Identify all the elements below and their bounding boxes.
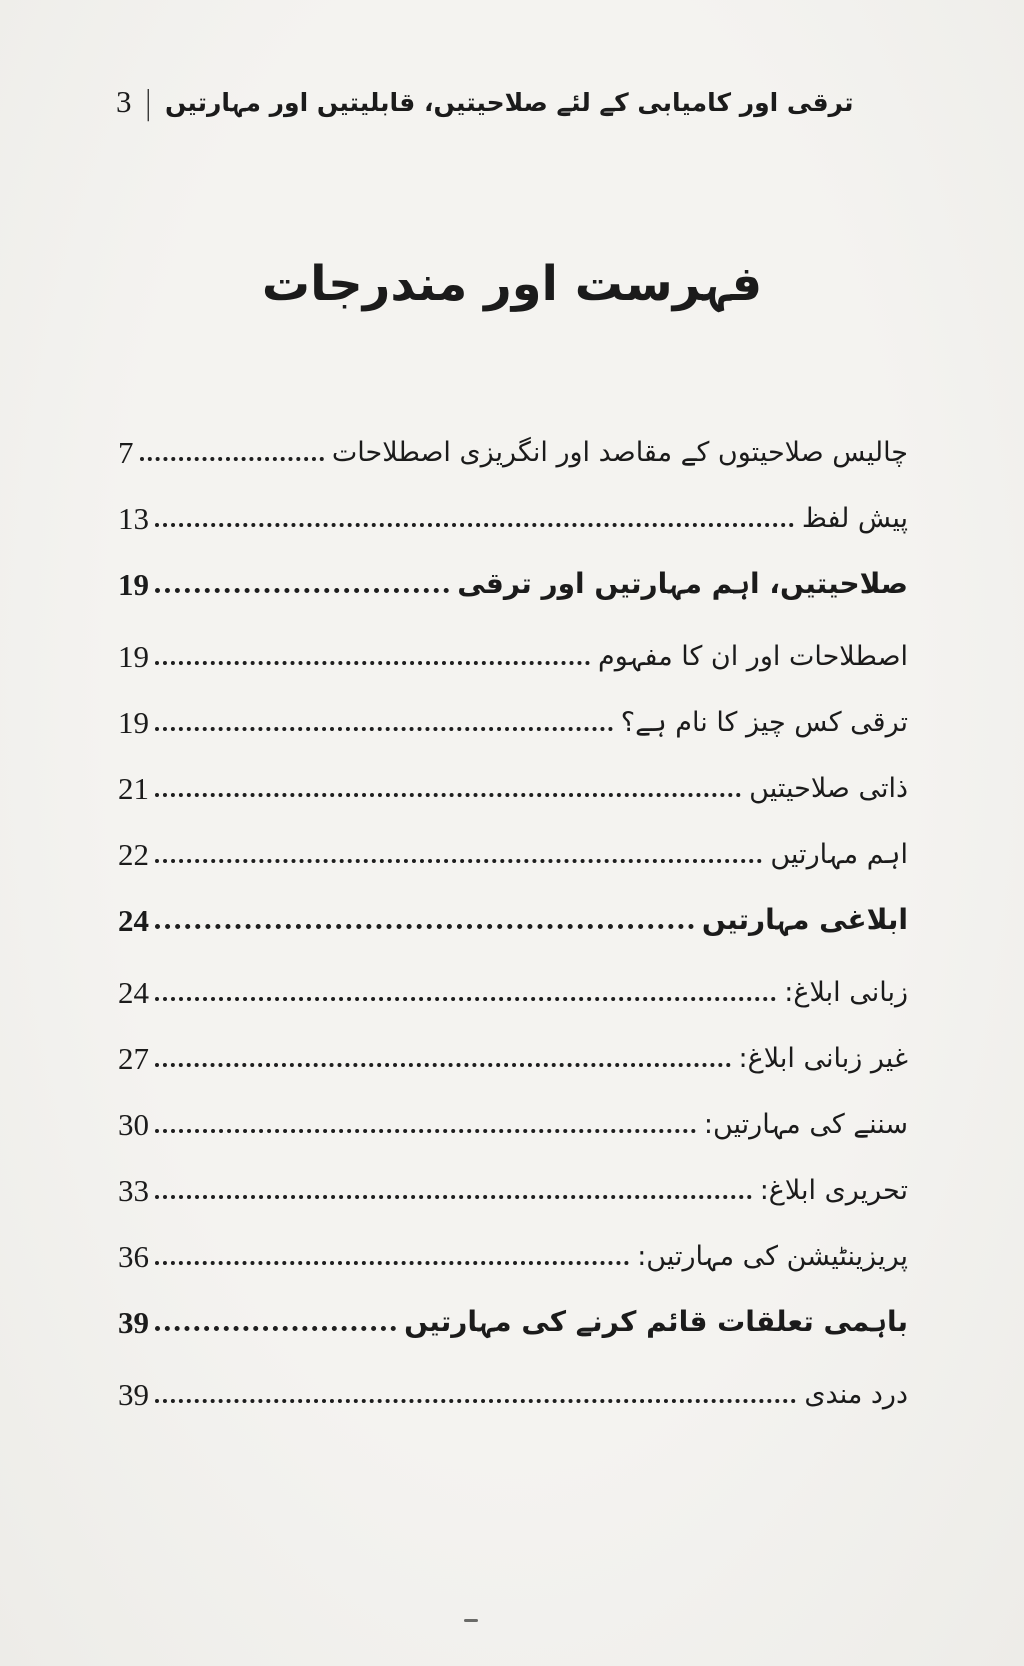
toc-entry xyxy=(118,1366,908,1412)
dot-leader xyxy=(155,523,794,527)
toc-entry xyxy=(118,1294,908,1340)
toc-entry xyxy=(118,1096,908,1142)
toc-entry xyxy=(118,694,908,740)
running-header xyxy=(116,84,854,120)
toc-entry-label: ابلاغی مہارتیں xyxy=(701,902,908,936)
toc-entry xyxy=(118,760,908,806)
toc-entry-page: 13 xyxy=(118,500,149,536)
toc-entry xyxy=(118,1228,908,1274)
toc-entry xyxy=(118,1162,908,1208)
dot-leader xyxy=(155,924,694,929)
page-title: فہرست اور مندرجات xyxy=(261,256,763,312)
toc-entry-label: تحریری ابلاغ: xyxy=(759,1174,908,1206)
header-page-number: 3 xyxy=(116,84,132,119)
dot-leader xyxy=(155,1063,731,1067)
dot-leader xyxy=(155,588,449,593)
dot-leader xyxy=(140,457,324,461)
toc-entry-page: 22 xyxy=(118,836,149,872)
toc-entry xyxy=(118,556,908,602)
toc-entry-page: 19 xyxy=(118,638,149,674)
toc-entry-label: چالیس صلاحیتوں کے مقاصد اور انگریزی اصطلاحات xyxy=(331,436,908,468)
header-separator: | xyxy=(143,83,153,121)
toc-entry-page: 7 xyxy=(118,434,134,470)
scan-artifact-mark xyxy=(464,1619,478,1622)
toc-entry-label: پریزینٹیشن کی مہارتیں: xyxy=(637,1240,908,1272)
toc-entry-label: زبانی ابلاغ: xyxy=(784,976,908,1008)
dot-leader xyxy=(155,997,776,1001)
toc-entry xyxy=(118,424,908,470)
toc-entry-page: 39 xyxy=(118,1376,149,1412)
toc-entry xyxy=(118,892,908,938)
toc-entry-page: 24 xyxy=(118,902,149,938)
toc-entry xyxy=(118,826,908,872)
toc-entry-label: ذاتی صلاحیتیں xyxy=(749,772,908,804)
header-book-title: ترقی اور کامیابی کے لئے صلاحیتیں، قابلیتیں اور مہارتیں xyxy=(164,87,854,117)
toc-entry xyxy=(118,628,908,674)
toc-entry-label: سننے کی مہارتیں: xyxy=(703,1108,908,1140)
dot-leader xyxy=(155,859,762,863)
toc-entry-page: 27 xyxy=(118,1040,149,1076)
toc-entry-page: 39 xyxy=(118,1304,149,1340)
dot-leader xyxy=(155,727,613,731)
dot-leader xyxy=(155,1195,752,1199)
toc-entry-label: اصطلاحات اور ان کا مفہوم xyxy=(598,640,908,672)
toc-entry-label: پیش لفظ xyxy=(801,502,908,534)
toc-entry-page: 19 xyxy=(118,566,149,602)
toc-entry-label: باہمی تعلقات قائم کرنے کی مہارتیں xyxy=(404,1304,908,1338)
dot-leader xyxy=(155,1399,796,1403)
toc-entry-page: 24 xyxy=(118,974,149,1010)
dot-leader xyxy=(155,661,590,665)
dot-leader xyxy=(155,1129,696,1133)
toc-entry-page: 36 xyxy=(118,1238,149,1274)
toc-entry-page: 30 xyxy=(118,1106,149,1142)
toc-list xyxy=(118,424,908,1432)
toc-entry-label: غیر زبانی ابلاغ: xyxy=(738,1042,908,1074)
toc-entry-label: صلاحیتیں، اہم مہارتیں اور ترقی xyxy=(457,566,908,600)
toc-entry-page: 33 xyxy=(118,1172,149,1208)
dot-leader xyxy=(155,1326,396,1331)
toc-entry xyxy=(118,490,908,536)
toc-entry xyxy=(118,1030,908,1076)
toc-entry-page: 21 xyxy=(118,770,149,806)
toc-entry-label: درد مندی xyxy=(804,1378,908,1410)
toc-entry-label: ترقی کس چیز کا نام ہے؟ xyxy=(620,706,908,738)
toc-entry xyxy=(118,964,908,1010)
dot-leader xyxy=(155,1261,629,1265)
toc-entry-page: 19 xyxy=(118,704,149,740)
dot-leader xyxy=(155,793,741,797)
toc-entry-label: اہم مہارتیں xyxy=(770,838,908,870)
